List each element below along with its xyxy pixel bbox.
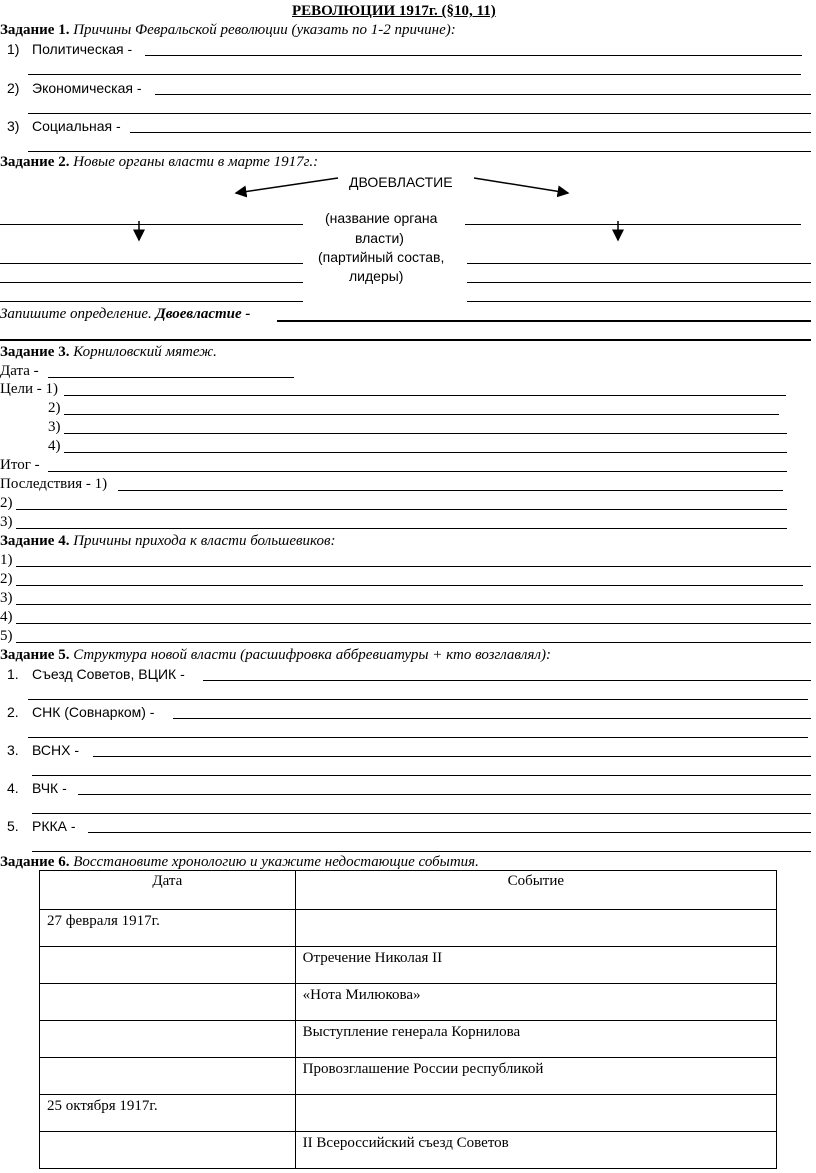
goal-num: 4) [48,438,61,454]
event-cell[interactable] [295,984,776,1021]
task1-item-label: Социальная - [32,118,121,134]
event-value [296,1095,776,1101]
chronology-table [39,870,777,1169]
answer-line[interactable] [64,395,786,396]
answer-line[interactable] [32,813,811,814]
reason-num: 1) [0,552,13,568]
task3-label: Задание 3. [0,344,70,360]
answer-line[interactable] [467,282,811,283]
event-value: II Всероссийский съезд Советов [302,1135,509,1151]
answer-line[interactable] [16,585,803,586]
structure-num: 3. [7,742,19,758]
date-value [40,984,295,990]
reason-num: 4) [0,609,13,625]
reason-num: 2) [0,571,13,587]
task6-label: Задание 6. [0,854,70,870]
answer-line[interactable] [28,737,808,738]
task2-text: Новые органы власти в марте 1917г.: [73,154,319,170]
answer-line[interactable] [48,471,787,472]
goal-num: 3) [48,419,61,435]
answer-line[interactable] [0,339,811,341]
event-value: Отречение Николая II [302,950,443,966]
answer-line[interactable] [467,301,811,302]
table-row [40,1095,777,1132]
page-title: РЕВОЛЮЦИИ 1917г. (§10, 11) [292,3,496,19]
task2-label: Задание 2. [0,154,70,170]
event-value: «Нота Милюкова» [302,987,421,1003]
answer-line[interactable] [16,509,787,510]
date-cell[interactable] [40,1095,296,1132]
dual-power-title: ДВОЕВЛАСТИЕ [349,174,453,190]
answer-line[interactable] [64,433,787,434]
consequence-num: 3) [0,514,13,530]
definition-prompt [0,305,250,323]
event-value [296,910,776,916]
table-row [40,1058,777,1095]
column-header-event: Событие [295,871,776,910]
consequence-num: 2) [0,495,13,511]
task4-label: Задание 4. [0,533,70,549]
definition-text: Запишите определение. [0,306,152,322]
organ-name-right-line[interactable] [465,224,801,225]
answer-line[interactable] [16,528,787,529]
task5-label: Задание 5. [0,647,70,663]
answer-line[interactable] [0,263,303,264]
answer-line[interactable] [118,490,783,491]
event-value: Выступление генерала Корнилова [302,1024,521,1040]
event-cell[interactable] [295,1132,776,1169]
structure-label: СНК (Совнарком) - [32,704,155,720]
answer-line[interactable] [0,282,303,283]
goals-label: Цели - 1) [0,381,58,397]
task6-heading [0,853,479,871]
hint-organ-name: (название органа [325,210,438,226]
task1-item-label: Политическая - [32,41,133,57]
reason-num: 3) [0,590,13,606]
answer-line[interactable] [173,718,811,719]
date-cell[interactable] [40,947,296,984]
reason-num: 5) [0,628,13,644]
task1-item-num: 2) [7,80,20,96]
answer-line[interactable] [16,604,811,605]
task4-text: Причины прихода к власти большевиков: [73,533,336,549]
structure-label: Съезд Советов, ВЦИК - [32,666,185,682]
table-row [40,1132,777,1169]
column-header-date: Дата [40,871,296,910]
answer-line[interactable] [0,301,303,302]
answer-line[interactable] [467,263,811,264]
task1-item-label: Экономическая - [32,80,142,96]
left-arrow-icon [236,178,338,193]
structure-label: ВЧК - [32,780,67,796]
task1-item-num: 3) [7,118,20,134]
task5-heading [0,646,551,664]
task4-heading [0,532,336,550]
task5-text: Структура новой власти (расшифровка аббревиатуры + кто возглавлял): [73,647,551,663]
answer-line[interactable] [16,623,811,624]
organ-name-left-line[interactable] [0,224,303,225]
date-value [40,1058,295,1064]
right-arrow-icon [474,178,568,193]
answer-line[interactable] [16,566,811,567]
table-header-row [40,871,777,910]
event-cell[interactable] [295,1095,776,1132]
result-label: Итог - [0,457,40,473]
date-value [40,1021,295,1027]
answer-line[interactable] [16,642,811,643]
answer-line[interactable] [93,756,811,757]
task6-text: Восстановите хронологию и укажите недостающие события. [73,854,479,870]
date-value [40,947,295,953]
table-row [40,1021,777,1058]
task1-label: Задание 1. [0,22,70,38]
definition-term: Двоевластие - [155,306,251,322]
hint-party: (партийный состав, [318,249,445,265]
event-cell[interactable] [295,947,776,984]
table-row [40,947,777,984]
answer-line[interactable] [32,851,811,852]
consequences-label: Последствия - 1) [0,476,108,492]
date-cell[interactable] [40,1058,296,1095]
event-cell[interactable] [295,1058,776,1095]
hint-party-2: лидеры) [349,268,404,284]
date-value: 27 февраля 1917г. [47,913,160,929]
event-value: Провозглашение России республикой [302,1061,544,1077]
date-value: 25 октября 1917г. [47,1098,158,1114]
date-cell[interactable] [40,984,296,1021]
task3-heading [0,343,217,361]
hint-organ-name-2: власти) [355,230,404,246]
answer-line[interactable] [78,794,811,795]
answer-line[interactable] [203,680,811,681]
date-value [40,1132,295,1138]
answer-line[interactable] [277,320,811,322]
date-cell[interactable] [40,1132,296,1169]
answer-line[interactable] [88,832,811,833]
answer-line[interactable] [28,699,808,700]
answer-line[interactable] [64,452,787,453]
date-label: Дата - [0,363,39,379]
structure-num: 1. [7,666,19,682]
task3-text: Корниловский мятеж. [73,344,217,360]
structure-label: ВСНХ - [32,742,79,758]
task1-text: Причины Февральской революции (указать по 1-2 причине): [73,22,456,38]
structure-label: РККА - [32,818,76,834]
goal-num: 2) [48,400,61,416]
answer-line[interactable] [32,775,811,776]
event-cell[interactable] [295,910,776,947]
structure-num: 4. [7,780,19,796]
task1-item-num: 1) [7,41,20,57]
answer-line[interactable] [64,414,779,415]
table-row [40,910,777,947]
date-cell[interactable] [40,910,296,947]
structure-num: 5. [7,818,19,834]
answer-line[interactable] [48,377,294,378]
date-cell[interactable] [40,1021,296,1058]
event-cell[interactable] [295,1021,776,1058]
table-row [40,984,777,1021]
structure-num: 2. [7,704,19,720]
